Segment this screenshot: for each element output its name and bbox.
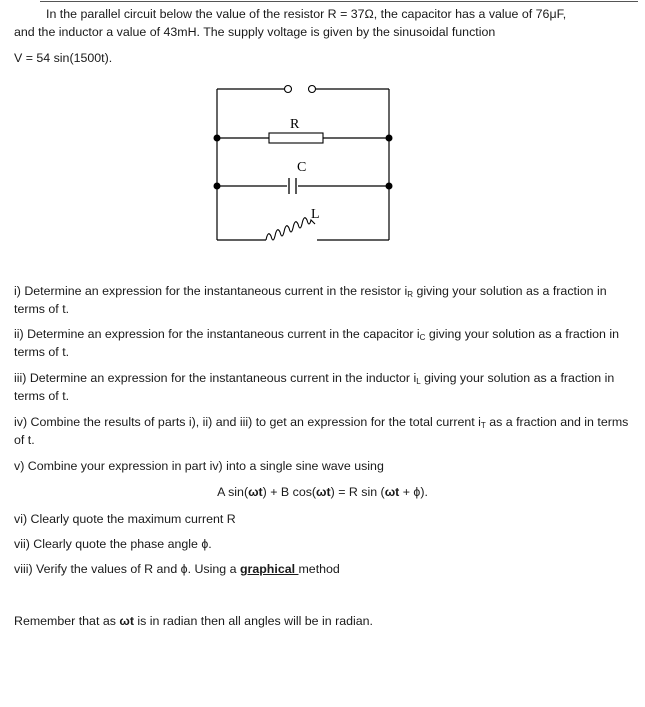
intro-line-2: and the inductor a value of 43mH. The supply voltage is given by the sinusoidal function (14, 25, 496, 39)
question-3: iii) Determine an expression for the instantaneous current in the inductor $i_L$ giving your solution as a fraction in terms of t. (14, 371, 615, 403)
question-2: ii) Determine an expression for the instantaneous current in the capacitor $i_C$ giving your solution as a fraction in terms of t. (14, 327, 619, 359)
supply-terminal-left (285, 86, 292, 93)
intro-line-1: In the parallel circuit below the value of the resistor R = 37Ω, the capacitor has a value of 76μF, (46, 7, 567, 21)
resistor-label: R (290, 117, 300, 132)
parallel-circuit-diagram (205, 78, 400, 248)
question-7: vii) Clearly quote the phase angle ϕ. (14, 537, 212, 551)
question-8: viii) Verify the values of R and ϕ. Using a graphical method (14, 562, 340, 576)
capacitor-label: C (297, 160, 307, 175)
question-6: vi) Clearly quote the maximum current R (14, 512, 236, 526)
sine-combination-formula: A sin(ωt) + B cos(ωt) = R sin (ωt + ϕ). (217, 485, 428, 499)
question-5: v) Combine your expression in part iv) into a single sine wave using (14, 459, 384, 473)
supply-terminal-right (309, 86, 316, 93)
top-rule (40, 1, 638, 2)
question-4: iv) Combine the results of parts i), ii) and iii) to get an expression for the total current $i_T$ as a fraction and in terms of t. (14, 415, 629, 447)
radian-reminder: Remember that as ωt is in radian then all angles will be in radian. (14, 614, 373, 628)
inductor-label: L (311, 207, 320, 222)
question-1: i) Determine an expression for the instantaneous current in the resistor $i_R$ giving your solution as a fraction in terms of t. (14, 284, 607, 316)
capacitor-symbol (289, 178, 296, 194)
voltage-function: V = 54 sin(1500t). (14, 51, 113, 65)
resistor-symbol (269, 133, 323, 143)
inductor-symbol (266, 218, 315, 240)
